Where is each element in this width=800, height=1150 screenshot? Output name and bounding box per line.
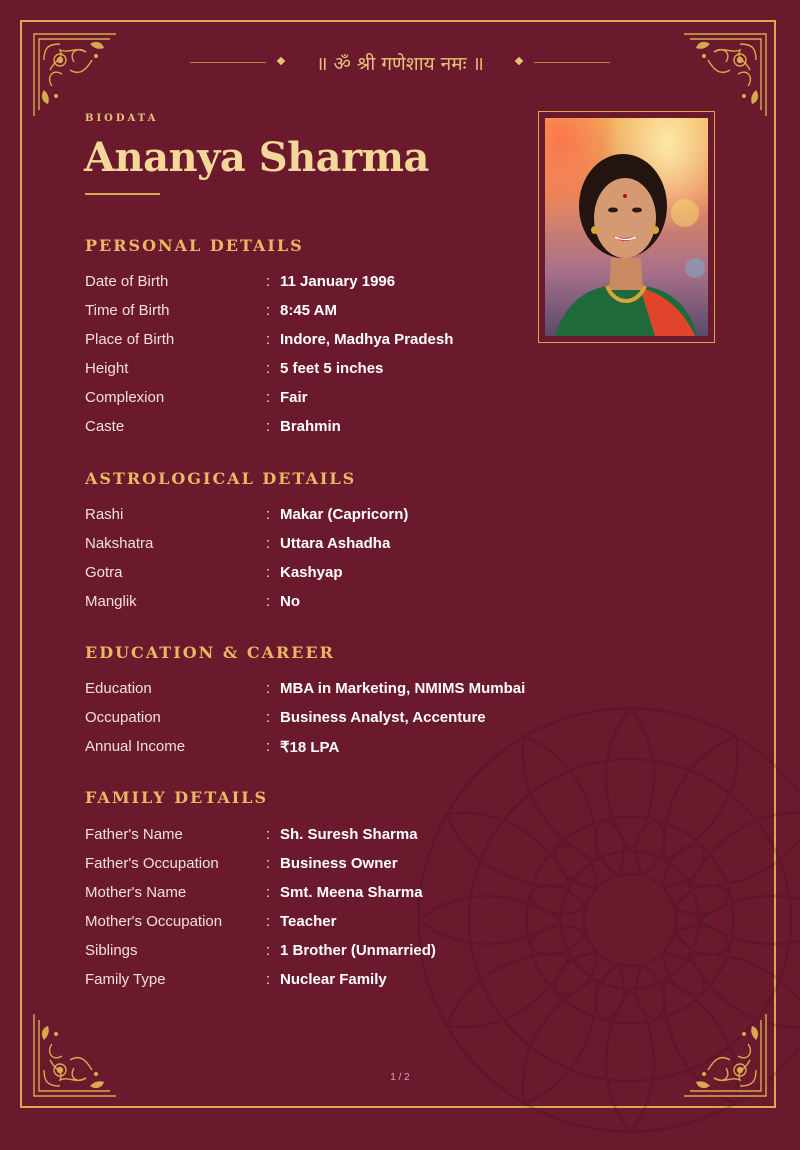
detail-value: No: [280, 593, 300, 610]
detail-row: [85, 942, 585, 964]
section-title-family-details: FAMILY DETAILS: [85, 788, 269, 807]
detail-label: Mother's Name: [85, 884, 187, 901]
detail-row: [85, 884, 585, 906]
separator: :: [266, 709, 271, 726]
detail-label: Time of Birth: [85, 302, 170, 319]
separator: :: [266, 418, 271, 435]
separator: :: [266, 680, 271, 697]
separator: :: [266, 942, 271, 959]
detail-row: [85, 564, 585, 586]
detail-label: Date of Birth: [85, 273, 169, 290]
separator: :: [266, 855, 271, 872]
detail-label: Complexion: [85, 389, 165, 406]
detail-label: Education: [85, 680, 152, 697]
detail-label: Manglik: [85, 593, 137, 610]
detail-value: Business Owner: [280, 855, 398, 872]
detail-label: Rashi: [85, 506, 124, 523]
detail-value: ₹18 LPA: [280, 739, 340, 756]
separator: :: [266, 302, 271, 319]
detail-value: Makar (Capricorn): [280, 506, 409, 523]
invocation-line-right: [534, 62, 610, 63]
detail-value: 11 January 1996: [280, 273, 396, 290]
detail-value: Indore, Madhya Pradesh: [280, 331, 454, 348]
separator: :: [266, 884, 271, 901]
detail-label: Place of Birth: [85, 331, 175, 348]
detail-value: Brahmin: [280, 418, 341, 435]
separator: :: [266, 971, 271, 988]
invocation-text: ॥ ॐ श्री गणेशाय नमः ॥: [316, 53, 484, 75]
name-underline: [85, 193, 160, 195]
detail-label: Father's Occupation: [85, 855, 219, 872]
detail-row: [85, 273, 585, 295]
detail-value: Smt. Meena Sharma: [280, 884, 423, 901]
detail-row: [85, 826, 585, 848]
detail-row: [85, 389, 585, 411]
detail-label: Siblings: [85, 942, 138, 959]
candidate-name: Ananya Sharma: [84, 134, 429, 181]
detail-value: 8:45 AM: [280, 302, 337, 319]
separator: :: [266, 360, 271, 377]
separator: :: [266, 738, 271, 755]
detail-label: Annual Income: [85, 738, 186, 755]
detail-row: [85, 709, 585, 731]
detail-row: [85, 535, 585, 557]
detail-row: [85, 360, 585, 382]
separator: :: [266, 826, 271, 843]
detail-label: Father's Name: [85, 826, 183, 843]
detail-row: [85, 971, 585, 993]
detail-value: 5 feet 5 inches: [280, 360, 384, 377]
section-title-education-career: EDUCATION & CAREER: [85, 643, 335, 662]
detail-label: Mother's Occupation: [85, 913, 223, 930]
detail-row: [85, 738, 585, 760]
detail-value: Fair: [280, 389, 308, 406]
detail-label: Caste: [85, 418, 125, 435]
detail-label: Height: [85, 360, 129, 377]
corner-ornament-bottom-right-icon: [680, 1010, 770, 1100]
detail-value: 1 Brother (Unmarried): [280, 942, 436, 959]
detail-label: Family Type: [85, 971, 166, 988]
separator: :: [266, 593, 271, 610]
detail-row: [85, 680, 585, 702]
separator: :: [266, 535, 271, 552]
detail-value: Sh. Suresh Sharma: [280, 826, 418, 843]
separator: :: [266, 273, 271, 290]
corner-ornament-bottom-left-icon: [30, 1010, 120, 1100]
detail-row: [85, 331, 585, 353]
detail-row: [85, 418, 585, 440]
detail-value: MBA in Marketing, NMIMS Mumbai: [280, 680, 526, 697]
detail-row: [85, 302, 585, 324]
detail-value: Business Analyst, Accenture: [280, 709, 486, 726]
separator: :: [266, 564, 271, 581]
detail-label: Nakshatra: [85, 535, 154, 552]
detail-value: Teacher: [280, 913, 337, 930]
document-type-label: BIODATA: [85, 113, 159, 124]
separator: :: [266, 506, 271, 523]
separator: :: [266, 331, 271, 348]
separator: :: [266, 913, 271, 930]
section-title-personal-details: PERSONAL DETAILS: [85, 236, 304, 255]
detail-value: Nuclear Family: [280, 971, 387, 988]
separator: :: [266, 389, 271, 406]
detail-label: Gotra: [85, 564, 123, 581]
detail-value: Kashyap: [280, 564, 343, 581]
section-title-astrological-details: ASTROLOGICAL DETAILS: [85, 469, 357, 488]
detail-row: [85, 506, 585, 528]
detail-row: [85, 913, 585, 935]
detail-row: [85, 593, 585, 615]
page-number: 1 / 2: [390, 1072, 410, 1083]
detail-label: Occupation: [85, 709, 161, 726]
detail-row: [85, 855, 585, 877]
detail-value: Uttara Ashadha: [280, 535, 391, 552]
